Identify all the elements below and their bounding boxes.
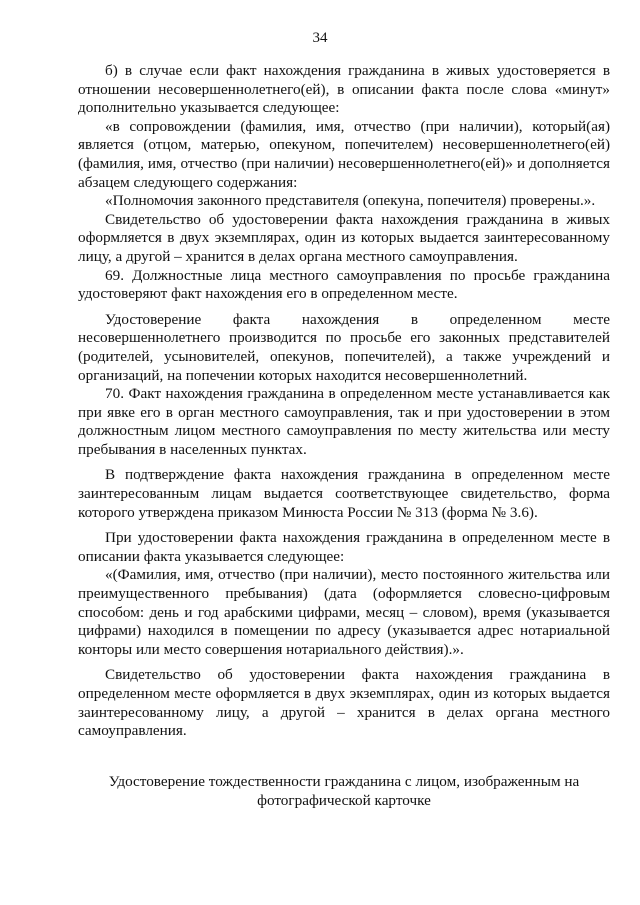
paragraph-minor-location: Удостоверение факта нахождения в определенном месте несовершеннолетнего производится по просьбе его законных представителей (родителей, усыновителей, опекунов, попечителей), а также учреждений и организаций, на попечении которых находится несовершеннолетний.: [78, 310, 610, 384]
paragraph-certificate-alive: Свидетельство об удостоверении факта нахождения гражданина в живых оформляется в двух экземплярах, один из которых выдается заинтересованному лицу, а другой – хранится в делах органа местного самоуправления.: [78, 210, 610, 265]
paragraph-escort-wording: «в сопровождении (фамилия, имя, отчество (при наличии), который(ая) является (отцом, матерью, опекуном, попечителем) несовершеннолетнего(ей) (фамилия, имя, отчество (при наличии) несовершеннолетнего(ей)» и дополняется абзацем следующего содержания:: [78, 117, 610, 191]
paragraph-certificate-location: Свидетельство об удостоверении факта нахождения гражданина в определенном месте оформляется в двух экземплярах, один из которых выдается заинтересованному лицу, а другой – хранится в делах органа местного самоуправления.: [78, 666, 610, 740]
paragraph-minor-case: б) в случае если факт нахождения гражданина в живых удостоверяется в отношении несовершеннолетнего(ей), в описании факта после слова «минут» дополнительно указывается следующее:: [78, 62, 610, 117]
section-heading: Удостоверение тождественности гражданина с лицом, изображенным на фотографической карточке: [108, 773, 580, 809]
paragraph-description-template: «(Фамилия, имя, отчество (при наличии), место постоянного жительства или преимущественного пребывания) (дата (оформляется словесно-цифровым способом: день и год арабскими цифрами, месяц – словом), время (указывается цифрами) находился в помещении по адресу (указывается адрес нотариальной конторы или место совершения нотариального действия).».: [78, 566, 610, 658]
page-number: 34: [312, 30, 328, 46]
paragraph-description-intro: При удостоверении факта нахождения гражданина в определенном месте в описании факта указывается следующее:: [78, 529, 610, 565]
paragraph-70: 70. Факт нахождения гражданина в определенном месте устанавливается как при явке его в орган местного самоуправления, так и при удостоверении в этом должностным лицом местного самоуправления по месту жительства или месту пребывания в населенных пунктах.: [78, 385, 610, 458]
paragraph-confirmation: В подтверждение факта нахождения гражданина в определенном месте заинтересованным лицам выдается соответствующее свидетельство, форма которого утверждена приказом Минюста России № 313 (форма № 3.6).: [78, 466, 610, 521]
paragraph-powers-checked: «Полномочия законного представителя (опекуна, попечителя) проверены.».: [105, 192, 596, 210]
paragraph-69: 69. Должностные лица местного самоуправления по просьбе гражданина удостоверяют факт нахождения его в определенном месте.: [78, 266, 610, 303]
document-body: [78, 62, 610, 741]
